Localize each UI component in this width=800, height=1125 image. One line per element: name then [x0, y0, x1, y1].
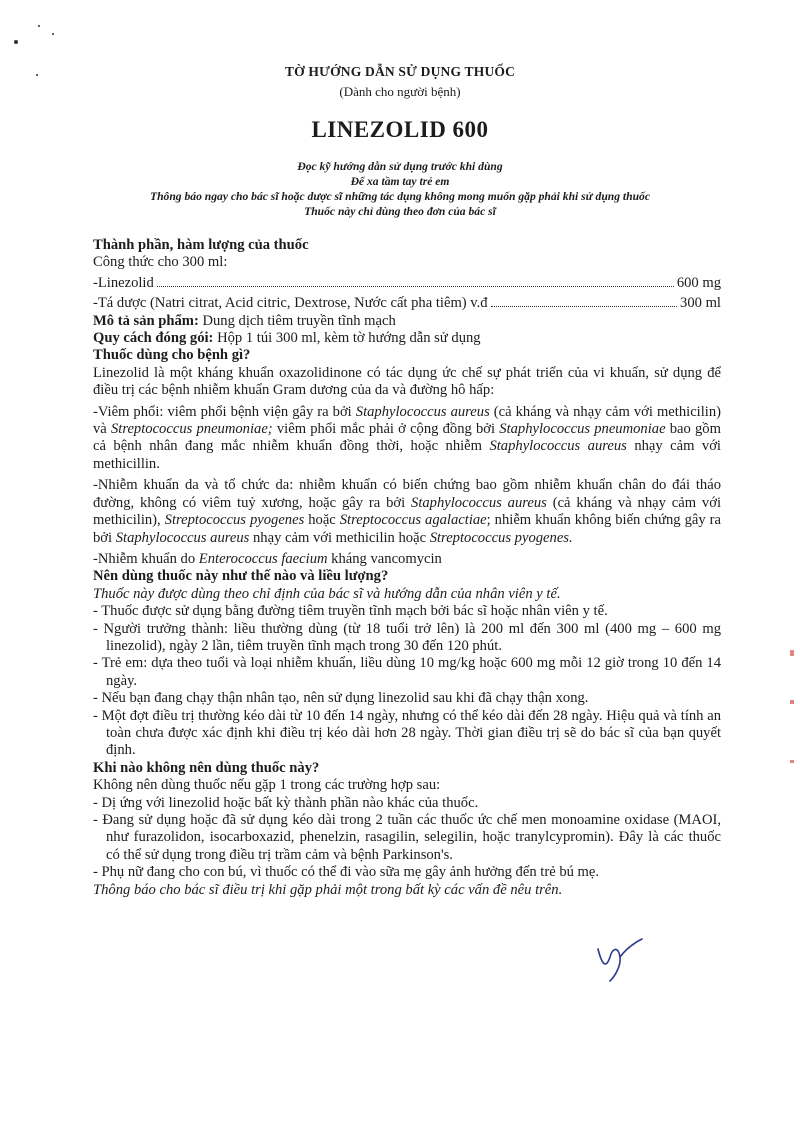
indications-intro: Linezolid là một kháng khuẩn oxazolidinone có tác dụng ức chế sự phát triển của vi khuẩn, sử dụng để điều trị các bệnh nhiễm khuẩn Gram dương của da và đường hô hấp: — [93, 364, 721, 399]
text-run: (cả kháng và nhạy cảm với methicilin), — [93, 494, 721, 529]
product-name: LINEZOLID 600 — [311, 117, 489, 142]
species-name: Enterococcus faecium — [198, 550, 328, 567]
ingredient-row — [93, 275, 721, 292]
composition-heading: Thành phần, hàm lượng của thuốc — [93, 237, 309, 253]
text-run: nhạy cảm với methicilin hoặc — [249, 529, 430, 546]
dosage-note: Thuốc này được dùng theo chỉ định của bác sĩ và hướng dẫn của nhân viên y tế. — [93, 585, 561, 602]
dosage-item: - Người trưởng thành: liều thường dùng (từ 18 tuổi trở lên) là 200 ml đến 300 ml (400 mg – 600 mg linezolid), ngày 2 lần, tiêm truyền tĩnh mạch trong 30 đến 120 phút. — [93, 620, 721, 654]
ingredient-name: -Tá dược (Natri citrat, Acid citric, Dextrose, Nước cất pha tiêm) v.đ — [93, 295, 488, 312]
species-name: Streptococcus pyogenes. — [429, 529, 573, 546]
leader-dots — [157, 286, 674, 287]
signature-icon — [590, 935, 650, 985]
indication-enterococcus — [93, 551, 721, 568]
scan-speck — [52, 33, 54, 35]
text-run: viêm phổi mắc phải ở cộng đồng bởi — [272, 421, 500, 438]
contraindication-item: - Dị ứng với linezolid hoặc bất kỳ thành phần nào khác của thuốc. — [93, 794, 479, 811]
scan-speck — [14, 40, 18, 44]
document-body — [93, 237, 721, 899]
species-name: Staphylococcus pneumoniae — [499, 421, 666, 438]
warning-line: Thuốc này chỉ dùng theo đơn của bác sĩ — [304, 205, 496, 218]
description-text: Dung dịch tiêm truyền tĩnh mạch — [198, 312, 396, 329]
warning-line: Để xa tầm tay trẻ em — [350, 175, 450, 188]
dosage-item: - Thuốc được sử dụng bằng đường tiêm truyền tĩnh mạch bởi bác sĩ hoặc nhân viên y tế. — [93, 603, 608, 620]
species-name: Staphylococcus aureus — [411, 494, 547, 511]
scan-speck — [38, 25, 40, 27]
text-run: -Viêm phổi: viêm phổi bệnh viện gây ra bởi — [93, 403, 356, 420]
text-run: -Nhiễm khuẩn do — [93, 550, 199, 567]
contraindications-note: Thông báo cho bác sĩ điều trị khi gặp phải một trong bất kỳ các vấn đề nêu trên. — [93, 881, 563, 898]
scan-edge-mark — [790, 700, 794, 704]
warning-line: Thông báo ngay cho bác sĩ hoặc dược sĩ những tác dụng không mong muốn gặp phải khi sử dụng thuốc — [150, 190, 650, 203]
text-run: hoặc — [304, 512, 340, 529]
text-run: ; nhiễm khuẩn không biến chứng gây ra bởi — [93, 512, 721, 546]
leader-dots — [491, 306, 677, 307]
text-run: kháng vancomycin — [327, 550, 442, 567]
indications-heading: Thuốc dùng cho bệnh gì? — [93, 347, 251, 364]
scan-edge-mark — [790, 650, 794, 656]
species-name: Staphylococcus aureus — [489, 438, 627, 455]
description-line — [93, 313, 721, 330]
contraindications-heading: Khi nào không nên dùng thuốc này? — [93, 759, 320, 776]
document-title: TỜ HƯỚNG DẪN SỬ DỤNG THUỐC — [284, 64, 516, 79]
species-name: Staphylococcus aureus — [115, 529, 250, 546]
packaging-line — [93, 330, 721, 347]
ingredient-name: -Linezolid — [93, 274, 154, 291]
contraindications-intro: Không nên dùng thuốc nếu gặp 1 trong các trường hợp sau: — [93, 777, 441, 794]
species-name: Streptococcus agalactiae — [339, 512, 487, 529]
dosage-item: - Nếu bạn đang chạy thận nhân tạo, nên sử dụng linezolid sau khi đã chạy thận xong. — [93, 690, 589, 707]
indication-skin — [93, 477, 721, 547]
ingredient-amount: 300 ml — [680, 295, 721, 312]
ingredient-amount: 600 mg — [676, 274, 721, 291]
warning-line: Đọc kỹ hướng dẫn sử dụng trước khi dùng — [297, 160, 503, 173]
dosage-heading: Nên dùng thuốc này như thế nào và liều lượng? — [93, 568, 389, 585]
ingredient-row — [93, 295, 721, 312]
species-name: Staphylococcus aureus — [355, 403, 490, 420]
scan-edge-mark — [790, 760, 794, 763]
dosage-item: - Một đợt điều trị thường kéo dài từ 10 đến 14 ngày, nhưng có thể kéo dài đến 28 ngày. Hiệu quả và tính an toàn chưa được xác định khi điều trị kéo dài hơn 28 ngày. Thời gian điều trị sẽ do bác sĩ của bạn quyết định. — [93, 707, 721, 759]
description-label: Mô tả sản phẩm: — [93, 312, 199, 329]
dosage-item: - Trẻ em: dựa theo tuổi và loại nhiễm khuẩn, liều dùng 10 mg/kg hoặc 600 mg mỗi 12 giờ trong 10 đến 14 ngày. — [93, 655, 721, 689]
text-run: bao gồm cả bệnh nhân đang mắc nhiễm khuẩn đồng thời, hoặc nhiễm — [93, 421, 721, 455]
document-subtitle: (Dành cho người bệnh) — [339, 84, 461, 99]
packaging-text: Hộp 1 túi 300 ml, kèm tờ hướng dẫn sử dụng — [213, 330, 481, 347]
contraindication-item: - Phụ nữ đang cho con bú, vì thuốc có thể đi vào sữa mẹ gây ảnh hưởng đến trẻ bú mẹ. — [93, 864, 600, 881]
species-name: Streptococcus pneumoniae; — [110, 421, 273, 438]
indication-pneumonia — [93, 404, 721, 474]
text-run: -Nhiễm khuẩn da và tổ chức da: nhiễm khuẩn có biến chứng bao gồm nhiễm khuẩn chân do đái tháo đường, không có viêm tuỷ xương, hoặc gây ra bởi — [93, 477, 721, 511]
packaging-label: Quy cách đóng gói: — [93, 330, 214, 347]
contraindication-item: - Đang sử dụng hoặc đã sử dụng kéo dài trong 2 tuần các thuốc ức chế men monoamine oxidase (MAOI, như furazolidon, isocarboxazid, phenelzin, rasagilin, selegilin, hoặc tranylcypromin). Đây là các thuốc có thể sử dụng trong điều trị trầm cảm và bệnh Parkinson's. — [93, 812, 721, 863]
species-name: Streptococcus pyogenes — [164, 512, 305, 529]
text-run: nhạy cảm với methicillin. — [93, 438, 721, 472]
warning-block — [0, 159, 800, 219]
composition-formula: Công thức cho 300 ml: — [93, 254, 228, 271]
text-run: (cả kháng và nhạy cảm với methicilin) và — [93, 403, 721, 438]
